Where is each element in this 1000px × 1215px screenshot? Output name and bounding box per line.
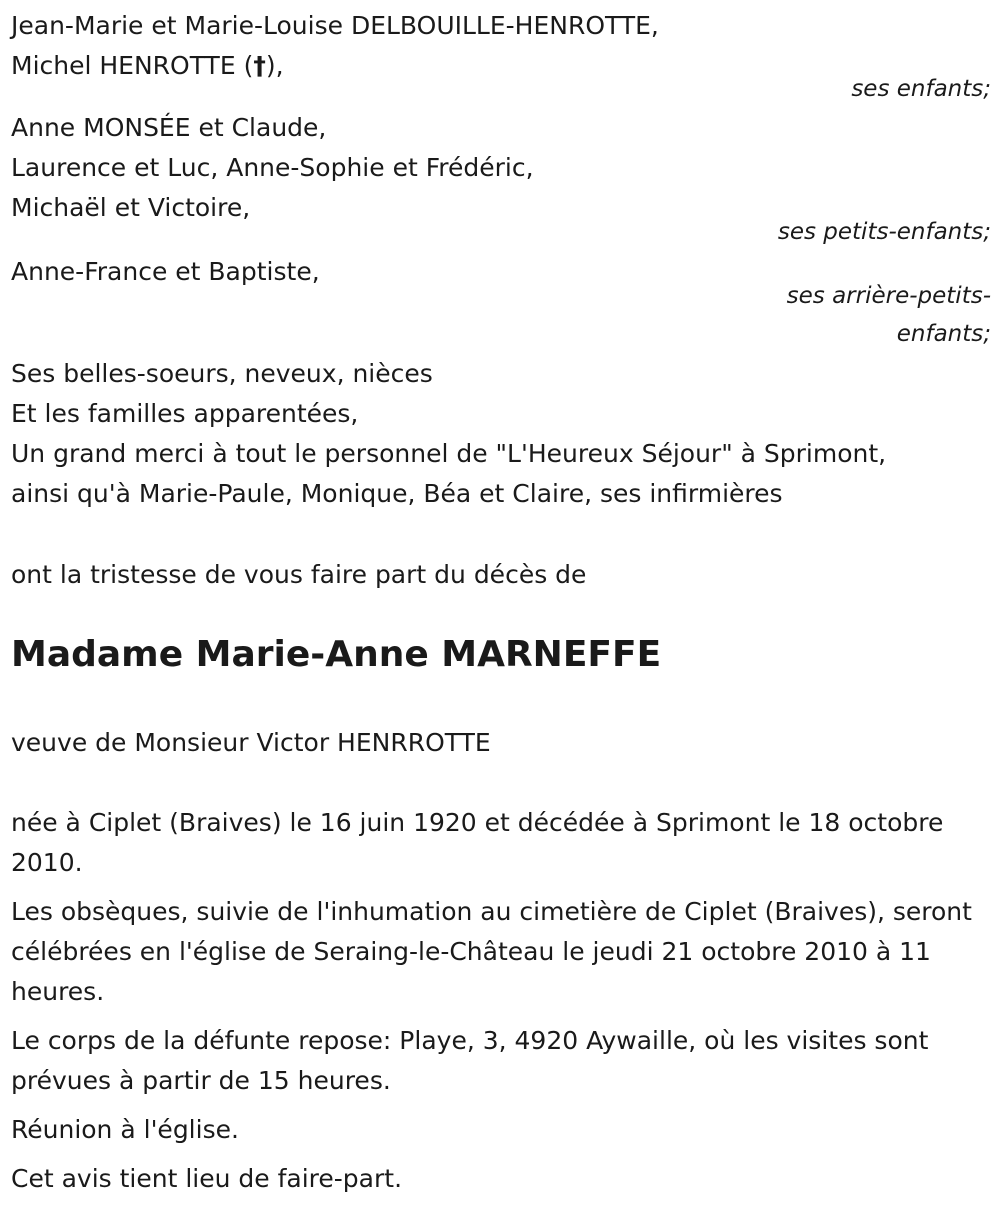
- children-line-2-text: Michel HENROTTE (: [11, 51, 254, 80]
- meeting-info: Réunion à l'église.: [11, 1115, 239, 1144]
- grandchildren-role: ses petits-enfants;: [777, 219, 991, 245]
- widow-of: veuve de Monsieur Victor HENRROTTE: [11, 728, 491, 757]
- details-section: [11, 803, 991, 1199]
- closing-note: Cet avis tient lieu de faire-part.: [11, 1164, 403, 1193]
- others-line-2: Et les familles apparentées,: [11, 399, 359, 428]
- announcement: ont la tristesse de vous faire part du décès de: [11, 560, 587, 589]
- others-section: [11, 354, 991, 514]
- great-grandchildren-role-1: ses arrière-petits-: [786, 283, 991, 309]
- grandchildren-line-1: Anne MONSÉE et Claude,: [11, 113, 327, 142]
- visitation-info: Le corps de la défunte repose: Playe, 3, 4920 Aywaille, où les visites sont prévues à partir de 15 heures.: [11, 1026, 929, 1095]
- others-line-3: Un grand merci à tout le personnel de "L'Heureux Séjour" à Sprimont,: [11, 439, 887, 468]
- children-role: ses enfants;: [851, 76, 991, 102]
- funeral-info: Les obsèques, suivie de l'inhumation au cimetière de Ciplet (Braives), seront célébrées en l'église de Seraing-le-Château le jeudi 21 octobre 2010 à 11 heures.: [11, 897, 972, 1006]
- grandchildren-section: [11, 108, 991, 228]
- cross-icon: †: [253, 51, 266, 80]
- deceased-name: Madame Marie-Anne MARNEFFE: [11, 634, 662, 675]
- grandchildren-line-2: Laurence et Luc, Anne-Sophie et Frédéric,: [11, 153, 534, 182]
- birth-death: née à Ciplet (Braives) le 16 juin 1920 et décédée à Sprimont le 18 octobre 2010.: [11, 808, 944, 877]
- great-grandchildren-role-2: enfants;: [896, 321, 991, 347]
- others-line-1: Ses belles-soeurs, neveux, nièces: [11, 359, 433, 388]
- grandchildren-line-3: Michaël et Victoire,: [11, 193, 251, 222]
- children-line-2-end: ),: [265, 51, 284, 80]
- others-line-4: ainsi qu'à Marie-Paule, Monique, Béa et Claire, ses infirmières: [11, 479, 783, 508]
- children-line-1: Jean-Marie et Marie-Louise DELBOUILLE-HENROTTE,: [11, 11, 659, 40]
- great-grandchildren-line-1: Anne-France et Baptiste,: [11, 257, 320, 286]
